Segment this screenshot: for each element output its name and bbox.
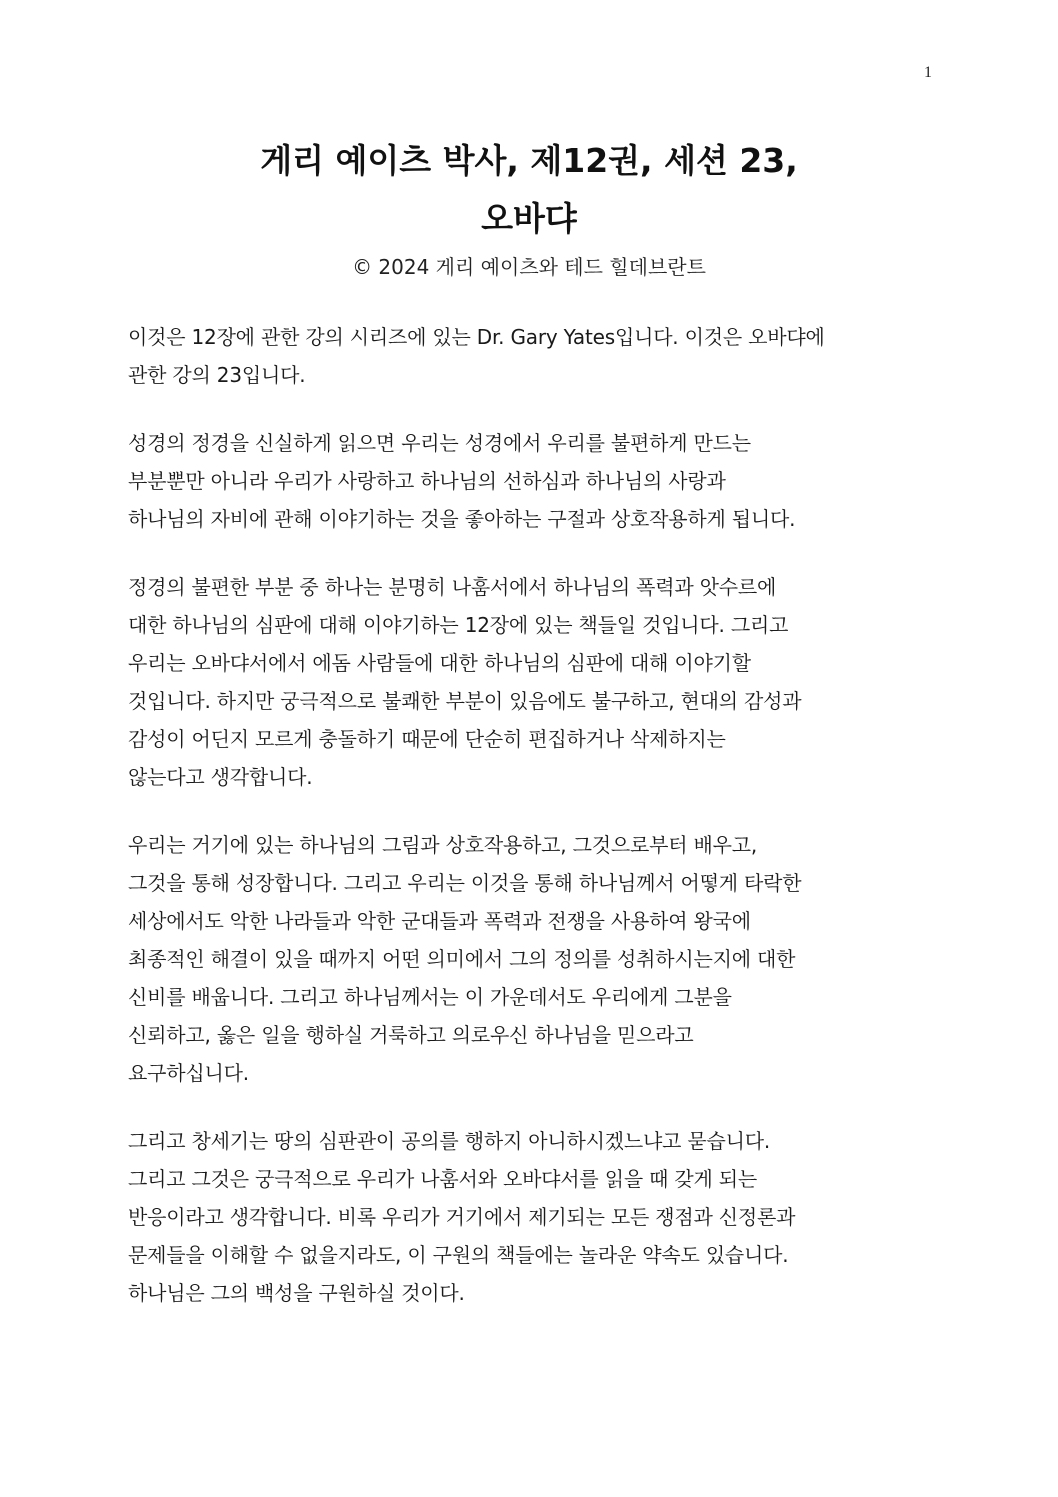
paragraph-line: 요구하십니다.	[128, 1061, 249, 1085]
paragraph-line: 하나님의 자비에 관해 이야기하는 것을 좋아하는 구절과 상호작용하게 됩니다.	[128, 507, 796, 531]
paragraph-line: 문제들을 이해할 수 없을지라도, 이 구원의 책들에는 놀라운 약속도 있습니다.	[128, 1243, 789, 1267]
paragraph-line: 이것은 12장에 관한 강의 시리즈에 있는 Dr. Gary Yates입니다. 이것은 오바댜에	[128, 325, 825, 349]
paragraph-line: 성경의 정경을 신실하게 읽으면 우리는 성경에서 우리를 불편하게 만드는	[128, 431, 751, 455]
page-number: 1	[924, 64, 932, 81]
paragraph-line: 부분뿐만 아니라 우리가 사랑하고 하나님의 선하심과 하나님의 사랑과	[128, 469, 726, 493]
paragraph-line: 그리고 창세기는 땅의 심판관이 공의를 행하지 아니하시겠느냐고 묻습니다.	[128, 1129, 770, 1153]
copyright-notice: © 2024 게리 예이츠와 테드 힐데브란트	[352, 255, 706, 279]
paragraph-line: 반응이라고 생각합니다. 비록 우리가 거기에서 제기되는 모든 쟁점과 신정론과	[128, 1205, 796, 1229]
paragraph-line: 그리고 그것은 궁극적으로 우리가 나훔서와 오바댜서를 읽을 때 갖게 되는	[128, 1167, 758, 1191]
paragraph-4	[128, 826, 934, 1092]
paragraph-line: 세상에서도 악한 나라들과 악한 군대들과 폭력과 전쟁을 사용하여 왕국에	[128, 909, 751, 933]
paragraph-line: 우리는 오바댜서에서 에돔 사람들에 대한 하나님의 심판에 대해 이야기할	[128, 651, 751, 675]
paragraph-line: 신비를 배웁니다. 그리고 하나님께서는 이 가운데서도 우리에게 그분을	[128, 985, 732, 1009]
paragraph-2	[128, 424, 934, 538]
paragraph-line: 그것을 통해 성장합니다. 그리고 우리는 이것을 통해 하나님께서 어떻게 타락한	[128, 871, 802, 895]
paragraph-5	[128, 1122, 934, 1312]
paragraph-line: 관한 강의 23입니다.	[128, 363, 306, 387]
document-title-line-1: 게리 예이츠 박사, 제12권, 세션 23,	[260, 141, 798, 180]
paragraph-line: 감성이 어딘지 모르게 충돌하기 때문에 단순히 편집하거나 삭제하지는	[128, 727, 726, 751]
paragraph-line: 것입니다. 하지만 궁극적으로 불쾌한 부분이 있음에도 불구하고, 현대의 감성과	[128, 689, 802, 713]
paragraph-line: 대한 하나님의 심판에 대해 이야기하는 12장에 있는 책들일 것입니다. 그리고	[128, 613, 789, 637]
title-block	[0, 132, 1058, 282]
paragraph-3	[128, 568, 934, 796]
paragraph-line: 우리는 거기에 있는 하나님의 그림과 상호작용하고, 그것으로부터 배우고,	[128, 833, 758, 857]
paragraph-line: 않는다고 생각합니다.	[128, 765, 313, 789]
body-text	[128, 318, 934, 1342]
paragraph-1	[128, 318, 934, 394]
paragraph-line: 하나님은 그의 백성을 구원하실 것이다.	[128, 1281, 465, 1305]
document-title-line-2: 오바댜	[481, 199, 577, 238]
paragraph-line: 최종적인 해결이 있을 때까지 어떤 의미에서 그의 정의를 성취하시는지에 대한	[128, 947, 796, 971]
paragraph-line: 정경의 불편한 부분 중 하나는 분명히 나훔서에서 하나님의 폭력과 앗수르에	[128, 575, 777, 599]
paragraph-line: 신뢰하고, 옳은 일을 행하실 거룩하고 의로우신 하나님을 믿으라고	[128, 1023, 694, 1047]
